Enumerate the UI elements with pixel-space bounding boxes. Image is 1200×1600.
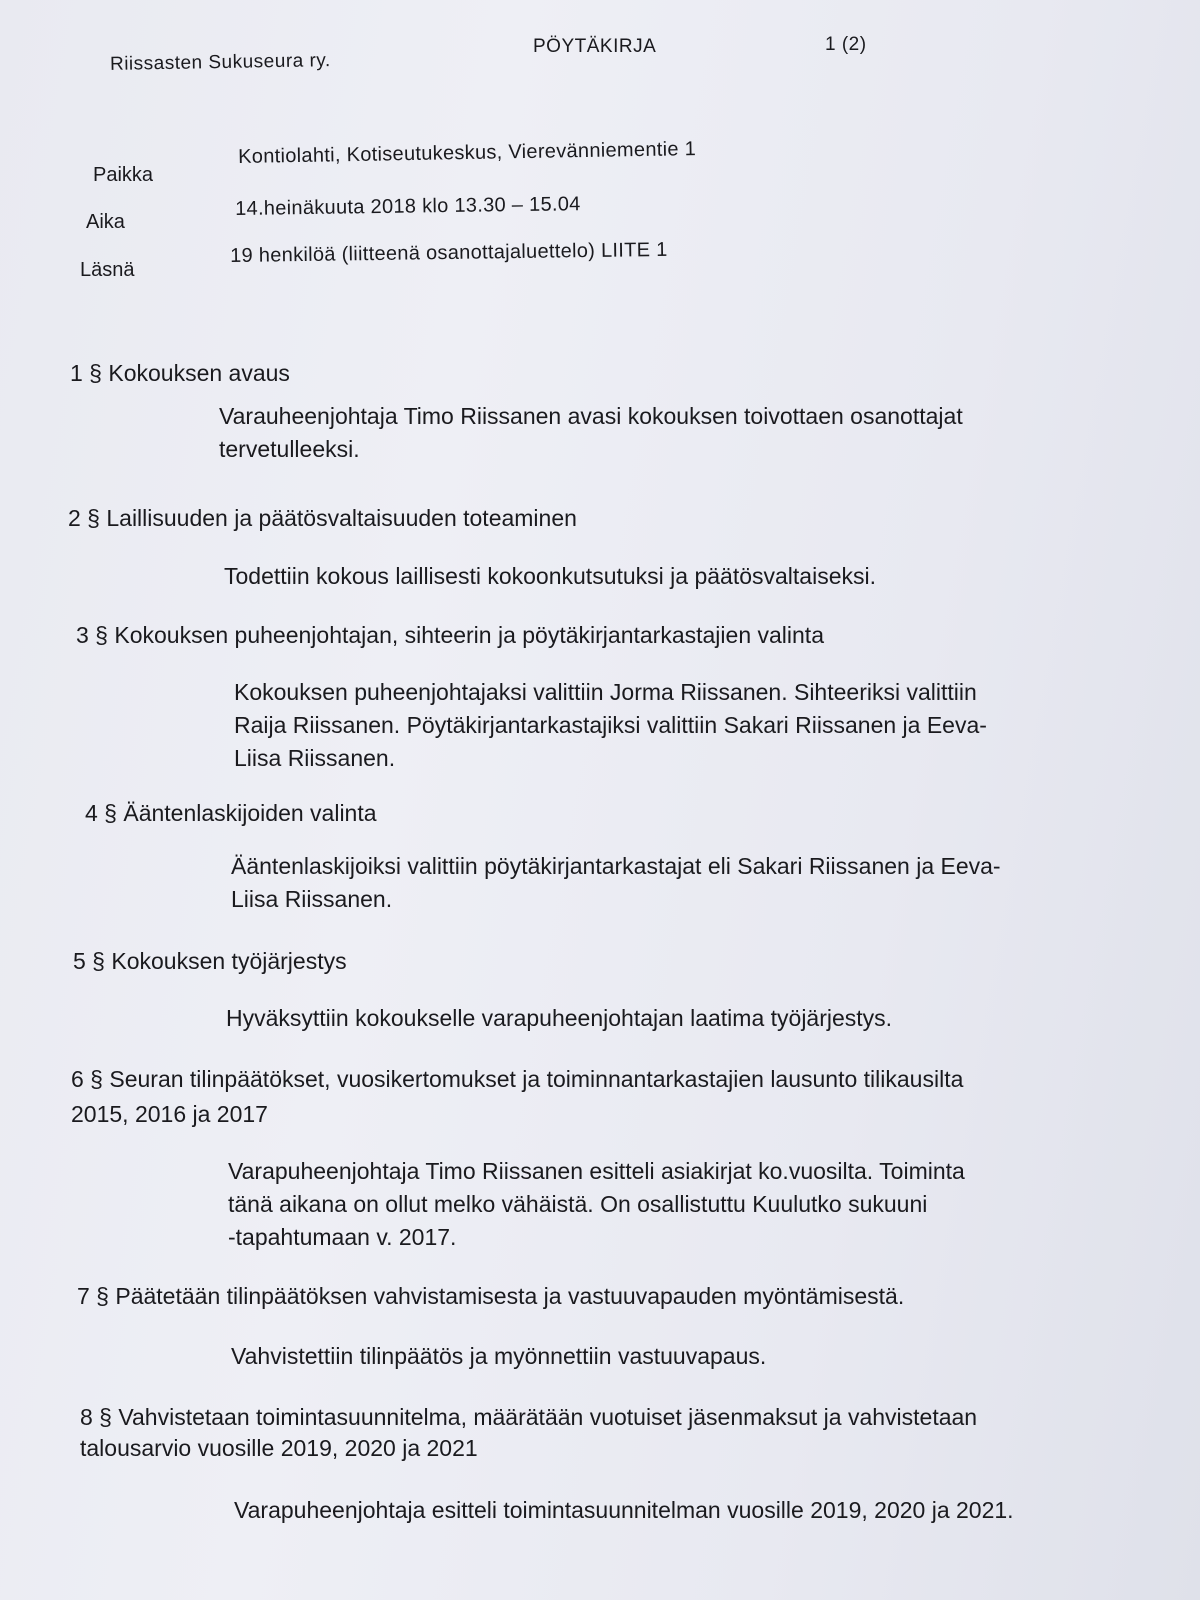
body-line: Varauheenjohtaja Timo Riissanen avasi kokouksen toivottaen osanottajat <box>219 403 963 429</box>
section-body <box>234 1494 1014 1527</box>
body-line: Liisa Riissanen. <box>234 745 396 771</box>
section-body <box>219 400 963 466</box>
body-line: Ääntenlaskijoiksi valittiin pöytäkirjantarkastajat eli Sakari Riissanen ja Eeva- <box>231 853 1001 879</box>
body-line: Vahvistettiin tilinpäätös ja myönnettiin vastuuvapaus. <box>231 1343 767 1369</box>
section-body <box>231 1340 766 1373</box>
section-title: 5 § Kokouksen työjärjestys <box>73 948 347 974</box>
meta-label-place: Paikka <box>93 164 154 186</box>
body-line: tänä aikana on ollut melko vähäistä. On osallistuttu Kuulutko sukuuni <box>228 1191 928 1217</box>
section-title: 1 § Kokouksen avaus <box>70 360 290 386</box>
section-body <box>234 676 987 775</box>
meta-value-place: Kontiolahti, Kotiseutukeskus, Vierevänniementie 1 <box>238 138 697 168</box>
body-line: Todettiin kokous laillisesti kokoonkutsutuksi ja päätösvaltaiseksi. <box>224 563 876 589</box>
section-body <box>228 1155 965 1254</box>
body-line: Varapuheenjohtaja Timo Riissanen esitteli asiakirjat ko.vuosilta. Toiminta <box>228 1158 965 1184</box>
section-title: 4 § Ääntenlaskijoiden valinta <box>85 800 377 826</box>
section-title: 2 § Laillisuuden ja päätösvaltaisuuden toteaminen <box>68 505 577 531</box>
meta-label-present: Läsnä <box>80 259 135 281</box>
section-body <box>226 1002 892 1035</box>
body-line: Kokouksen puheenjohtajaksi valittiin Jorma Riissanen. Sihteeriksi valittiin <box>234 679 977 705</box>
meta-label-time: Aika <box>86 211 125 233</box>
section-body <box>224 560 876 593</box>
meta-value-time: 14.heinäkuuta 2018 klo 13.30 – 15.04 <box>235 193 581 220</box>
org-name: Riissasten Sukuseura ry. <box>109 50 331 75</box>
page-number: 1 (2) <box>825 34 867 55</box>
body-line: Liisa Riissanen. <box>231 886 393 912</box>
body-line: Varapuheenjohtaja esitteli toimintasuunnitelman vuosille 2019, 2020 ja 2021. <box>234 1497 1014 1523</box>
section-title: 8 § Vahvistetaan toimintasuunnitelma, määrätään vuotuiset jäsenmaksut ja vahvistetaan <box>80 1404 978 1430</box>
document-type: PÖYTÄKIRJA <box>533 36 657 57</box>
section-title-continued: talousarvio vuosille 2019, 2020 ja 2021 <box>80 1435 478 1461</box>
section-title: 3 § Kokouksen puheenjohtajan, sihteerin ja pöytäkirjantarkastajien valinta <box>76 622 824 648</box>
body-line: Raija Riissanen. Pöytäkirjantarkastajiksi valittiin Sakari Riissanen ja Eeva- <box>234 712 987 738</box>
section-title: 6 § Seuran tilinpäätökset, vuosikertomukset ja toiminnantarkastajien lausunto tilikausilta <box>71 1066 964 1092</box>
section-title-continued: 2015, 2016 ja 2017 <box>71 1101 268 1127</box>
body-line: Hyväksyttiin kokoukselle varapuheenjohtajan laatima työjärjestys. <box>226 1005 893 1031</box>
section-body <box>231 850 1001 916</box>
body-line: -tapahtumaan v. 2017. <box>228 1224 457 1250</box>
section-title: 7 § Päätetään tilinpäätöksen vahvistamisesta ja vastuuvapauden myöntämisestä. <box>77 1283 905 1309</box>
body-line: tervetulleeksi. <box>219 436 360 462</box>
meta-value-present: 19 henkilöä (liitteenä osanottajaluettelo) LIITE 1 <box>230 238 668 267</box>
